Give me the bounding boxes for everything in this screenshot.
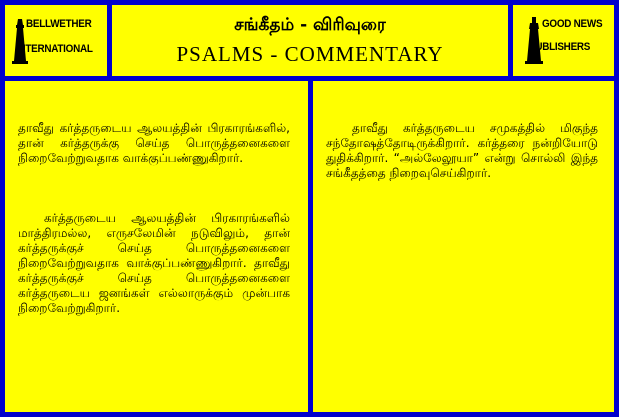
good-news-logo-line1: GOOD NEWS: [542, 18, 603, 30]
left-paragraph-2: கர்த்தருடைய ஆலயத்தின் பிரகாரங்களில் மாத்திரமல்ல, எருசலேமின் நடுவிலும், தான் கர்த்தருக்குச் செய்த பொருத்தனைகளை நிறைவேற்றுவதாக வாக்குப்பண்ணுகிறார். தாவீது கர்த்தருக்குச் செய்த பொருத்தனைகளை கர்த்தருடைய ஜனங்கள் எல்லாருக்கும் முன்பாக நிறைவேற்றுகிறார்.: [18, 211, 290, 315]
bellwether-logo-line1: BELLWETHER: [26, 18, 92, 30]
tamil-title: சங்கீதம் - விரிவுரை: [234, 15, 386, 35]
right-paragraph-1: தாவீது கர்த்தருடைய சமுகத்தில் மிகுந்த சந்தோஷத்தோடிருக்கிறார். கர்த்தரை நன்றியோடு துதிக்கிறார். “அல்லேலூயா” என்று சொல்லி இந்த சங்கீதத்தை நிறைவுசெய்கிறார்.: [326, 121, 598, 180]
left-column: [5, 81, 308, 412]
left-paragraph-1: தாவீது கர்த்தருடைய ஆலயத்தின் பிரகாரங்களில், தான் கர்த்தருக்கு செய்த பொருத்தனைகளை நிறைவேற்றுவதாக வாக்குப்பண்ணுகிறார்.: [18, 121, 290, 165]
english-title: PSALMS - COMMENTARY: [176, 42, 444, 66]
bellwether-logo-line2: INTERNATIONAL: [16, 43, 93, 55]
page-header: [112, 5, 508, 76]
right-column: [313, 81, 614, 412]
good-news-logo: [513, 5, 614, 76]
good-news-logo-line2: PUBLISHERS: [529, 41, 591, 53]
bellwether-logo: [5, 5, 107, 76]
